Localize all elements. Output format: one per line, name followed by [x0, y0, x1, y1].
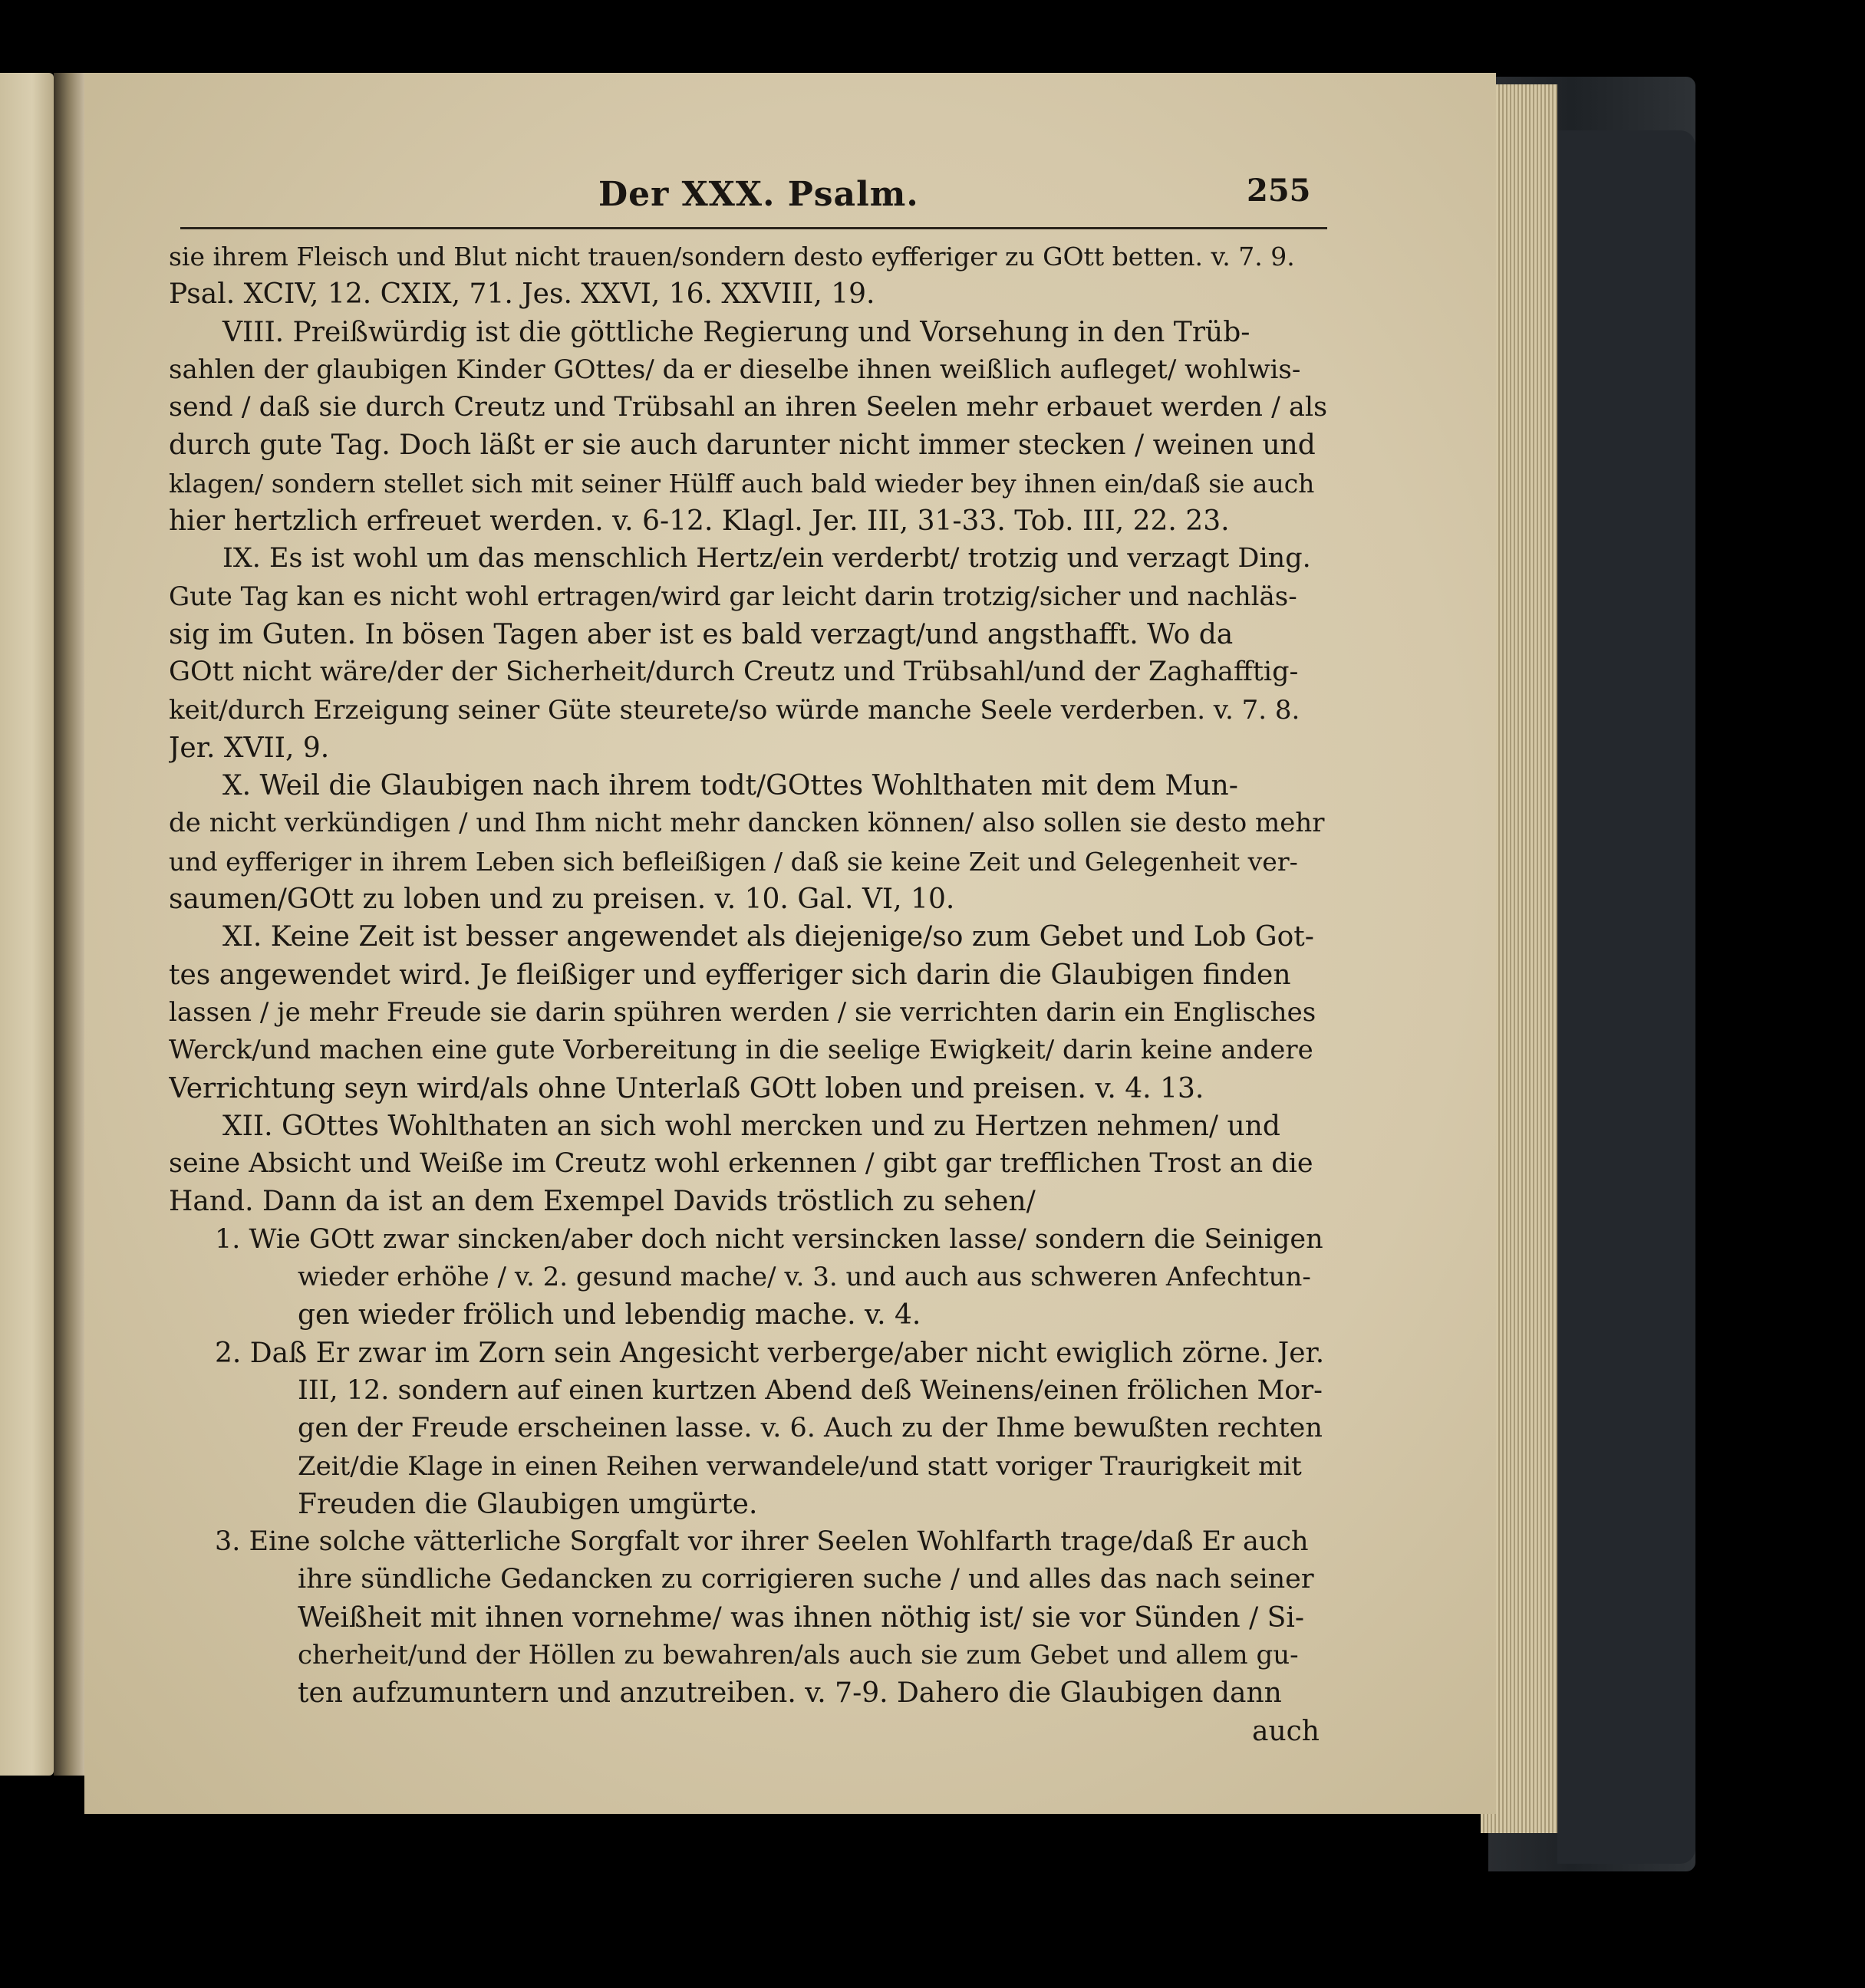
- text-line: ihre sündliche Gedancken zu corrigieren suche / und alles das nach seiner: [298, 1564, 1314, 1595]
- text-line: wieder erhöhe / v. 2. gesund mache/ v. 3. und auch aus schweren Anfechtun-: [298, 1262, 1311, 1293]
- book-gutter: [54, 73, 84, 1776]
- text-line: gen der Freude erscheinen lasse. v. 6. Auch zu der Ihme bewußten rechten: [298, 1413, 1323, 1444]
- text-line: seine Absicht und Weiße im Creutz wohl erkennen / gibt gar trefflichen Trost an die: [169, 1148, 1313, 1180]
- text-line: 2. Daß Er zwar im Zorn sein Angesicht verberge/aber nicht ewiglich zörne. Jer.: [215, 1337, 1325, 1369]
- text-line: X. Weil die Glaubigen nach ihrem todt/GOttes Wohlthaten mit dem Mun-: [222, 770, 1238, 802]
- text-line: klagen/ sondern stellet sich mit seiner Hülff auch bald wieder bey ihnen ein/daß sie auch: [169, 468, 1315, 499]
- text-line: send / daß sie durch Creutz und Trübsahl an ihren Seelen mehr erbauet werden / als: [169, 392, 1327, 423]
- text-line: XI. Keine Zeit ist besser angewendet als diejenige/so zum Gebet und Lob Got-: [222, 921, 1314, 953]
- text-line: Gute Tag kan es nicht wohl ertragen/wird gar leicht darin trotzig/sicher und nachläs-: [169, 581, 1297, 612]
- running-header: Der XXX. Psalm.: [598, 175, 919, 214]
- text-line: XII. GOttes Wohlthaten an sich wohl mercken und zu Hertzen nehmen/ und: [222, 1110, 1280, 1142]
- text-line: cherheit/und der Höllen zu bewahren/als auch sie zum Gebet und allem gu-: [298, 1639, 1299, 1670]
- text-line: Jer. XVII, 9.: [169, 732, 330, 764]
- text-line: lassen / je mehr Freude sie darin spühren werden / sie verrichten darin ein Englisches: [169, 996, 1316, 1028]
- book-cover-board: [1557, 130, 1695, 1864]
- text-line: tes angewendet wird. Je fleißiger und eyfferiger sich darin die Glaubigen finden: [169, 959, 1291, 991]
- text-line: Werck/und machen eine gute Vorbereitung in die seelige Ewigkeit/ darin keine andere: [169, 1035, 1313, 1066]
- text-line: sahlen der glaubigen Kinder GOttes/ da er dieselbe ihnen weißlich aufleget/ wohlwis-: [169, 354, 1301, 385]
- text-line: saumen/GOtt zu loben und zu preisen. v. 10. Gal. VI, 10.: [169, 884, 955, 916]
- text-line: 3. Eine solche vätterliche Sorgfalt vor ihrer Seelen Wohlfarth trage/daß Er auch: [215, 1526, 1309, 1558]
- text-line: GOtt nicht wäre/der der Sicherheit/durch Creutz und Trübsahl/und der Zaghafftig-: [169, 657, 1299, 688]
- scan-background: [0, 0, 1865, 73]
- text-line: IX. Es ist wohl um das menschlich Hertz/ein verderbt/ trotzig und verzagt Ding.: [222, 543, 1311, 574]
- text-line: ten aufzumuntern und anzutreiben. v. 7-9. Dahero die Glaubigen dann: [298, 1677, 1282, 1710]
- left-page-edge: [0, 73, 54, 1776]
- page-number: 255: [1247, 173, 1311, 209]
- text-line: gen wieder frölich und lebendig mache. v. 4.: [298, 1299, 921, 1331]
- body-text: [169, 238, 1327, 1750]
- text-line: und eyfferiger in ihrem Leben sich befleißigen / daß sie keine Zeit und Gelegenheit ver-: [169, 846, 1298, 877]
- text-line: Hand. Dann da ist an dem Exempel Davids tröstlich zu sehen/: [169, 1186, 1036, 1218]
- text-line: Weißheit mit ihnen vornehme/ was ihnen nöthig ist/ sie vor Sünden / Si-: [298, 1601, 1305, 1634]
- text-line: de nicht verkündigen / und Ihm nicht mehr dancken können/ also sollen sie desto mehr: [169, 808, 1325, 839]
- text-line: Freuden die Glaubigen umgürte.: [298, 1488, 758, 1520]
- text-line: sie ihrem Fleisch und Blut nicht trauen/sondern desto eyfferiger zu GOtt betten. v. 7. 9.: [169, 242, 1295, 272]
- text-line: sig im Guten. In bösen Tagen aber ist es bald verzagt/und angsthafft. Wo da: [169, 618, 1234, 650]
- catchword: auch: [1252, 1715, 1320, 1747]
- text-line: III, 12. sondern auf einen kurtzen Abend deß Weinens/einen frölichen Mor-: [298, 1374, 1323, 1406]
- text-line: VIII. Preißwürdig ist die göttliche Regierung und Vorsehung in den Trüb-: [222, 316, 1250, 348]
- header-rule: [180, 227, 1327, 229]
- text-line: Verrichtung seyn wird/als ohne Unterlaß GOtt loben und preisen. v. 4. 13.: [169, 1072, 1204, 1104]
- text-line: hier hertzlich erfreuet werden. v. 6-12. Klagl. Jer. III, 31-33. Tob. III, 22. 23.: [169, 505, 1230, 538]
- text-line: Psal. XCIV, 12. CXIX, 71. Jes. XXVI, 16. XXVIII, 19.: [169, 278, 875, 311]
- text-line: keit/durch Erzeigung seiner Güte steurete/so würde manche Seele verderben. v. 7. 8.: [169, 694, 1300, 726]
- text-line: Zeit/die Klage in einen Reihen verwandele/und statt voriger Traurigkeit mit: [298, 1450, 1302, 1482]
- text-line: durch gute Tag. Doch läßt er sie auch darunter nicht immer stecken / weinen und: [169, 430, 1316, 462]
- text-line: 1. Wie GOtt zwar sincken/aber doch nicht versincken lasse/ sondern die Seinigen: [215, 1223, 1323, 1255]
